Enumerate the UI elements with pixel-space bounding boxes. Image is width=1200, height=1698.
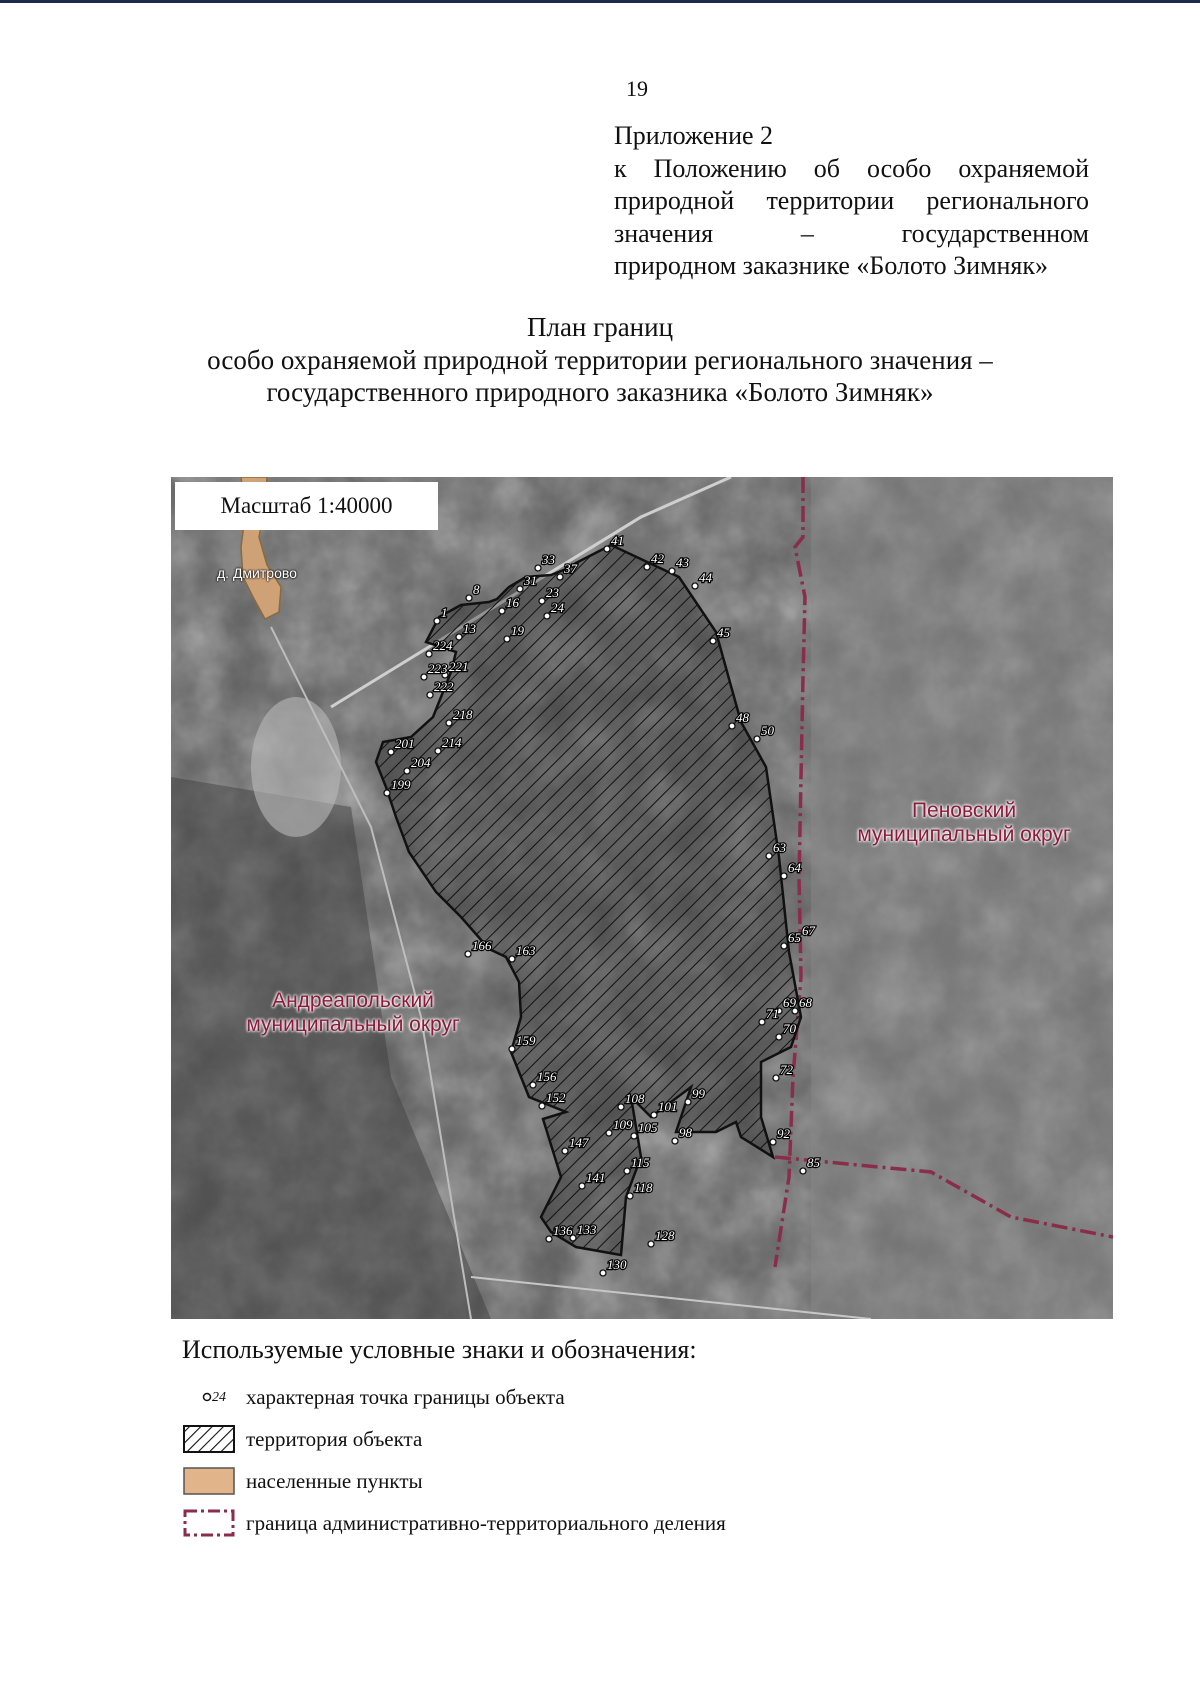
boundary-point [530,1082,536,1088]
boundary-point [606,1130,612,1136]
boundary-point [446,720,452,726]
map-canvas [171,477,1113,1319]
point-label: 69 [783,995,796,1010]
point-label: 48 [736,710,749,725]
point-label: 204 [411,755,431,770]
appendix-line: к Положению об особо охраняемой [614,153,1089,183]
point-label: 166 [472,938,492,953]
boundary-point [434,618,440,624]
district-label-left [233,989,473,1037]
boundary-point [644,564,650,570]
point-label: 33 [542,552,555,567]
boundary-point [710,638,716,644]
boundary-point [456,634,462,640]
point-label: 108 [625,1091,645,1106]
boundary-point [388,749,394,755]
point-label: 199 [391,777,411,792]
point-label: 130 [607,1257,627,1272]
boundary-point [766,853,772,859]
point-label: 68 [799,995,812,1010]
point-label: 92 [777,1126,790,1141]
point-label: 64 [788,860,801,875]
point-label: 118 [634,1180,653,1195]
boundary-point [562,1148,568,1154]
point-label: 224 [433,638,453,653]
point-label: 1 [441,605,448,620]
district-name: Андреапольский [272,989,434,1012]
point-label: 136 [553,1223,573,1238]
point-label: 85 [807,1155,820,1170]
point-label: 31 [524,573,537,588]
legend-item-settlement [182,1464,423,1498]
boundary-point [404,768,410,774]
point-label: 37 [564,561,577,576]
point-label: 159 [516,1033,536,1048]
point-label: 156 [537,1069,557,1084]
scale-label: Масштаб 1:40000 [175,482,438,530]
boundary-point [685,1099,691,1105]
boundary-point [539,598,545,604]
boundary-point [692,583,698,589]
point-label: 50 [761,723,774,738]
imagery-clearing [251,697,341,837]
appendix-line: Приложение 2 [614,121,774,150]
plan-title-line: особо охраняемой природной территории регионального значения – [207,344,993,375]
point-label: 133 [577,1222,597,1237]
point-label: 109 [613,1117,633,1132]
district-subtitle: муниципальный округ [857,823,1071,846]
boundary-point [509,1046,515,1052]
legend-title: Используемые условные знаки и обозначения: [182,1335,697,1364]
point-label: 218 [453,707,473,722]
point-label: 147 [569,1135,589,1150]
legend-item-boundary [182,1506,726,1540]
point-label: 152 [546,1090,566,1105]
legend-item-point [182,1380,565,1414]
point-label: 105 [638,1120,658,1135]
boundary-point [504,636,510,642]
boundary-point [535,565,541,571]
point-label: 98 [679,1125,692,1140]
point-label: 70 [783,1021,796,1036]
point-label: 141 [586,1170,606,1185]
boundary-point [384,790,390,796]
point-label: 65 [788,930,801,945]
boundary-point [770,1139,776,1145]
point-label: 71 [766,1006,779,1021]
boundary-point [773,1075,779,1081]
boundary-point [776,1034,782,1040]
boundary-point [466,595,472,601]
boundary-point [604,546,610,552]
legend-label: граница административно-территориального деления [246,1510,726,1535]
legend-label: населенные пункты [246,1468,423,1493]
plan-title [0,311,1200,409]
boundary-point [627,1193,633,1199]
hatch-symbol-icon [182,1422,236,1456]
settlement-symbol-icon [182,1464,236,1498]
boundary-point [759,1019,765,1025]
boundary-point [781,873,787,879]
point-label: 128 [655,1228,675,1243]
boundary-point [781,943,787,949]
boundary-point [435,748,441,754]
point-label: 44 [699,570,712,585]
legend-label: территория объекта [246,1426,423,1451]
appendix-line: природной территории регионального [614,186,1089,215]
district-name: Пеновский [911,799,1017,822]
boundary-point [648,1241,654,1247]
point-label: 43 [676,555,689,570]
boundary-point [544,613,550,619]
legend-label: характерная точка границы объекта [246,1384,565,1409]
plan-title-line: государственного природного заказника «Болото Зимняк» [266,377,934,407]
boundary-point [499,608,505,614]
boundary-point [509,956,515,962]
boundary-point [729,723,735,729]
appendix-line: природном заказнике «Болото Зимняк» [614,251,1049,280]
boundary-point [546,1236,552,1242]
point-label: 99 [692,1086,705,1101]
boundary-point [618,1104,624,1110]
point-label: 8 [473,582,480,597]
appendix-header [614,120,1089,283]
boundary-point [465,951,471,957]
point-label: 67 [802,923,815,938]
point-label: 163 [516,943,536,958]
legend-point-sample: 24 [212,1390,226,1405]
point-label: 13 [463,621,476,636]
boundary-point [669,568,675,574]
point-label: 24 [551,600,564,615]
boundary-point [651,1112,657,1118]
point-label: 19 [511,623,524,638]
point-label: 223 [428,661,448,676]
boundary-point [754,736,760,742]
point-label: 222 [434,679,454,694]
point-label: 101 [658,1099,678,1114]
plan-title-line: План границ [526,312,674,342]
point-label: 45 [717,625,730,640]
imagery-light-area [811,477,1113,1319]
appendix-line: значения – государственном [614,218,1089,248]
boundary-point [631,1133,637,1139]
point-label: 214 [442,735,462,750]
legend-item-territory [182,1422,422,1456]
boundary-point [426,651,432,657]
point-label: 115 [631,1155,650,1170]
boundary-point [557,574,563,580]
point-label: 201 [395,736,415,751]
settlement-label: д. Дмитрово [217,565,297,581]
point-label: 16 [506,595,519,610]
boundary-point [600,1270,606,1276]
boundary-point [800,1168,806,1174]
boundary-point [624,1168,630,1174]
boundary-point [421,674,427,680]
boundary-symbol-icon [182,1506,236,1540]
point-symbol-icon [182,1380,236,1414]
boundary-point [517,586,523,592]
district-subtitle: муниципальный округ [246,1013,460,1036]
point-label: 23 [546,585,559,600]
point-label: 41 [611,533,624,548]
page-top-border [0,0,1200,3]
boundary-point [539,1103,545,1109]
point-label: 63 [773,840,786,855]
point-label: 42 [651,551,664,566]
point-label: 221 [449,659,469,674]
page-number: 19 [626,76,648,101]
point-label: 72 [780,1062,793,1077]
district-label-right [839,799,1089,847]
map-view[interactable] [171,477,1113,1319]
boundary-point [672,1138,678,1144]
boundary-point [427,692,433,698]
boundary-point [579,1183,585,1189]
